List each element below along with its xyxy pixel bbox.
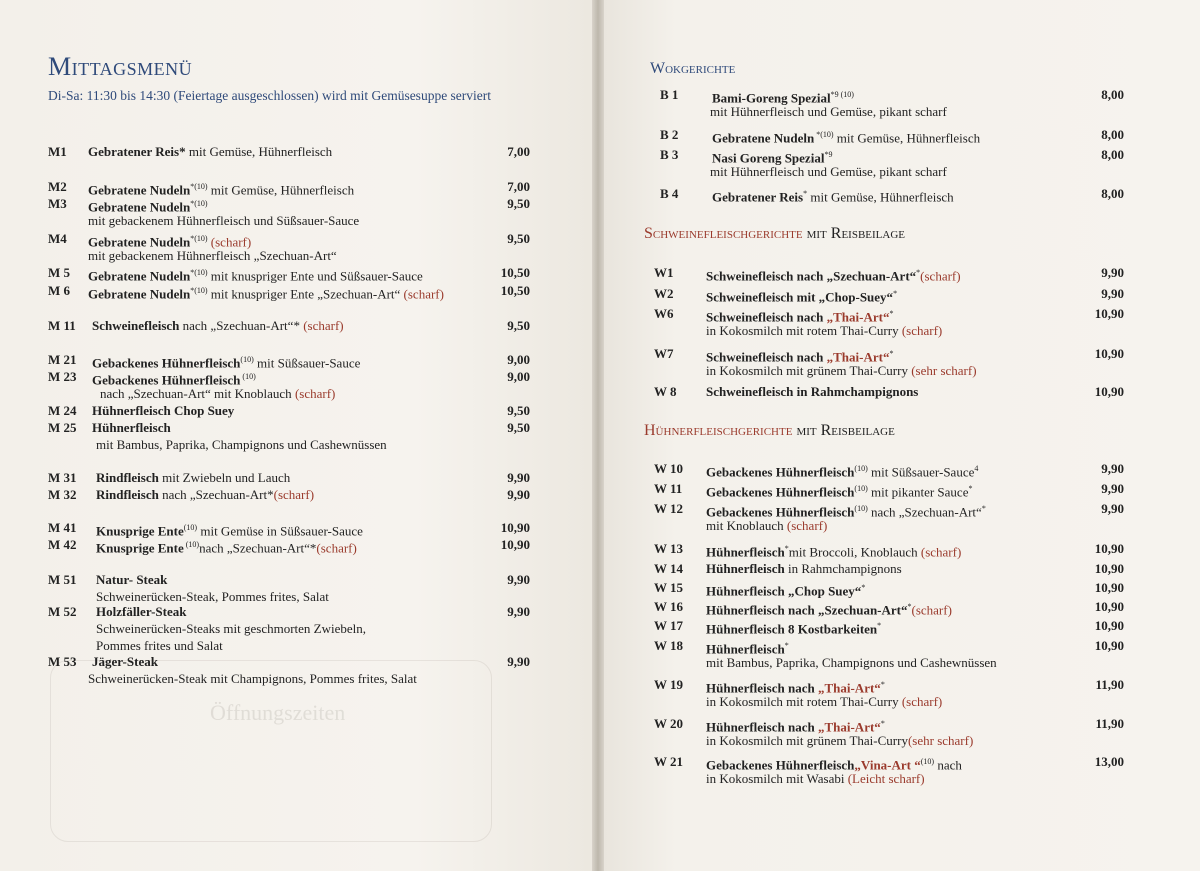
spicy-note: (scharf) (917, 544, 962, 560)
item-name-text: Rindfleisch (96, 470, 159, 485)
item-price: 13,00 (1094, 754, 1124, 769)
item-name-text: Hühnerfleisch nach (706, 719, 818, 735)
item-price: 10,90 (1094, 638, 1124, 653)
item-subline-text: mit Bambus, Paprika, Champignons und Cashewnüssen (706, 655, 997, 670)
item-price: 10,90 (500, 520, 530, 535)
allergen-note: *9 (10) (830, 90, 854, 99)
spicy-note: (Leicht scharf) (844, 771, 925, 786)
item-price: 9,00 (507, 352, 530, 367)
item-code: M 5 (48, 265, 71, 280)
allergen-note: *(10) (190, 286, 208, 295)
item-description: mit Gemüse in Süßsauer-Sauce (197, 523, 363, 539)
item-code: W7 (654, 346, 674, 361)
allergen-note: * (907, 602, 912, 611)
item-price: 10,90 (1094, 541, 1124, 556)
item-description: nach „Szechuan-Art* (158, 487, 274, 502)
item-code: W 20 (654, 716, 684, 731)
item-name (706, 384, 918, 400)
item-code: M 21 (48, 352, 77, 367)
item-price: 9,90 (507, 604, 530, 619)
item-price: 9,90 (1101, 481, 1124, 496)
item-style-text: „Thai-Art“ (826, 349, 890, 365)
allergen-note: * (861, 583, 866, 592)
item-code: M 25 (48, 420, 77, 435)
item-subline-text: mit gebackenem Hühnerfleisch und Süßsauer-Sauce (88, 213, 360, 228)
item-name-text: Gebratene Nudeln (88, 234, 191, 250)
item-subline (100, 386, 335, 402)
section-title (644, 422, 895, 440)
section-title (650, 60, 735, 78)
page-title: Mittagsmenü (48, 52, 193, 81)
item-subline (706, 694, 942, 710)
item-price: 7,00 (507, 144, 530, 159)
item-price: 10,90 (1094, 306, 1124, 321)
item-subline (706, 771, 925, 787)
spicy-note: (scharf) (400, 286, 444, 302)
item-price: 9,50 (507, 403, 530, 418)
item-name-text: Schweinefleisch nach (706, 349, 827, 365)
item-description: mit Süßsauer-Sauce (253, 355, 361, 371)
item-subline-text: in Kokosmilch mit grünem Thai-Curry (706, 733, 908, 748)
item-description: mit knuspriger Ente und Süßsauer-Sauce (207, 268, 423, 284)
item-name (712, 127, 980, 146)
item-name (96, 572, 167, 588)
item-price: 11,90 (1095, 716, 1124, 731)
item-subline (706, 655, 997, 671)
item-price: 9,90 (507, 487, 530, 502)
item-code: M4 (48, 231, 67, 246)
allergen-note: * (916, 268, 921, 277)
item-style-text: „Thai-Art“ (817, 719, 881, 735)
item-name (706, 265, 961, 284)
item-code: W 18 (654, 638, 684, 653)
item-code: M 41 (48, 520, 77, 535)
item-price: 9,90 (1101, 501, 1124, 516)
item-price: 9,90 (1101, 265, 1124, 280)
item-name (706, 481, 972, 500)
item-name (706, 461, 978, 480)
spicy-note: (scharf) (920, 268, 961, 284)
item-code: B 3 (660, 147, 679, 162)
item-price: 10,90 (1094, 561, 1124, 576)
allergen-note: * (880, 719, 885, 728)
item-price: 10,90 (500, 537, 530, 552)
item-name-text: Hühnerfleisch 8 Kostbarkeiten (706, 621, 878, 637)
item-subline-text: mit Bambus, Paprika, Champignons und Cashewnüssen (96, 437, 387, 452)
item-price: 9,90 (1101, 461, 1124, 476)
item-name-text: Nasi Goreng Spezial (712, 150, 825, 166)
item-name (712, 186, 954, 205)
item-name-text: Hühnerfleisch (706, 544, 785, 560)
item-name-text: Gebratene Nudeln (712, 130, 815, 146)
allergen-note: *(10) (190, 182, 208, 191)
item-code: M 52 (48, 604, 77, 619)
item-name-text: Gebratene Nudeln (88, 268, 191, 284)
item-price: 9,90 (507, 654, 530, 669)
watermark: Öffnungszeiten (210, 700, 346, 725)
item-code: M 31 (48, 470, 77, 485)
item-description: mit knuspriger Ente „Szechuan-Art“ (207, 286, 401, 302)
item-name-text: Hühnerfleisch (706, 641, 785, 657)
item-price: 10,50 (500, 283, 530, 298)
item-description: mit Gemüse, Hühnerfleisch (207, 182, 355, 198)
item-subline (706, 733, 973, 749)
item-code: M 42 (48, 537, 77, 552)
item-code: M 6 (48, 283, 71, 298)
item-name (92, 403, 234, 419)
spicy-note: (sehr scharf) (907, 363, 977, 378)
item-code: M2 (48, 179, 67, 194)
allergen-note: * (893, 289, 898, 298)
item-style-text: „Thai-Art“ (817, 680, 881, 696)
item-price: 9,50 (507, 318, 530, 333)
item-price: 10,90 (1094, 618, 1124, 633)
item-price: 8,00 (1101, 87, 1124, 102)
allergen-note: * (877, 621, 882, 630)
item-subline-text: in Kokosmilch mit Wasabi (706, 771, 845, 786)
item-code: W 8 (654, 384, 677, 399)
item-subline-text: in Kokosmilch mit grünem Thai-Curry (706, 363, 908, 378)
item-code: M3 (48, 196, 67, 211)
item-code: M 53 (48, 654, 77, 669)
item-subline (706, 323, 942, 339)
item-name-text: Knusprige Ente (96, 540, 184, 556)
item-price: 10,90 (1094, 384, 1124, 399)
spicy-note: (scharf) (207, 234, 252, 250)
item-name-text: Gebratener Reis (712, 189, 804, 205)
item-price: 10,50 (500, 265, 530, 280)
spicy-note: (scharf) (911, 602, 952, 618)
item-code: B 1 (660, 87, 679, 102)
item-code: W 12 (654, 501, 684, 516)
item-description: mit Zwiebeln und Lauch (158, 470, 291, 485)
left-page (0, 0, 592, 871)
spicy-note: (scharf) (898, 323, 943, 338)
spicy-note: (scharf) (783, 518, 828, 533)
item-description: nach (934, 757, 962, 773)
item-code: W 13 (654, 541, 684, 556)
item-subline-text: mit Knoblauch (706, 518, 784, 533)
section-title-text: Hühnerfleischgerichte (644, 422, 793, 439)
item-description: mit Gemüse, Hühnerfleisch (833, 130, 981, 146)
item-subline (96, 589, 329, 605)
item-code: M 11 (48, 318, 76, 333)
item-subline-text: nach „Szechuan-Art“ mit Knoblauch (100, 386, 292, 401)
item-code: W 10 (654, 461, 684, 476)
item-code: W1 (654, 265, 674, 280)
item-price: 9,50 (507, 420, 530, 435)
spicy-note: (scharf) (316, 540, 357, 556)
item-subline (710, 104, 947, 120)
item-name (706, 599, 952, 618)
item-name (88, 283, 444, 302)
item-price: 11,90 (1095, 677, 1124, 692)
allergen-note: *9 (824, 150, 833, 159)
item-price: 9,50 (507, 231, 530, 246)
item-code: W 14 (654, 561, 684, 576)
allergen-note: * (803, 189, 808, 198)
item-name-text: Gebackenes Hühnerfleisch (706, 504, 855, 520)
item-description: in Rahmchampignons (784, 561, 902, 576)
item-name-text: Schweinefleisch in Rahmchampignons (706, 384, 919, 399)
item-code: M 23 (48, 369, 77, 384)
item-code: W 21 (654, 754, 684, 769)
item-subline-text: in Kokosmilch mit rotem Thai-Curry (706, 694, 899, 709)
item-code: W 15 (654, 580, 684, 595)
item-price: 10,90 (1094, 599, 1124, 614)
right-page (604, 0, 1200, 871)
item-subline: Pommes frites und Salat (96, 638, 223, 653)
item-subline (710, 164, 947, 180)
item-subline-text: in Kokosmilch mit rotem Thai-Curry (706, 323, 899, 338)
allergen-note: *(10) (190, 234, 208, 243)
item-name (96, 470, 290, 486)
allergen-note: * (981, 504, 986, 513)
allergen-note: (10) (183, 523, 198, 532)
item-code: W 16 (654, 599, 684, 614)
item-style-text: „Thai-Art“ (826, 309, 890, 325)
item-name-text: Gebackenes Hühnerfleisch (706, 484, 855, 500)
item-name (92, 318, 344, 334)
allergen-note: (10) (854, 504, 868, 513)
allergen-note: (10) (183, 540, 200, 549)
item-name (706, 618, 881, 637)
book-gutter (592, 0, 604, 871)
item-name-text: Gebackenes Hühnerfleisch (706, 757, 855, 773)
spicy-note: (scharf) (273, 487, 315, 502)
item-code: M 32 (48, 487, 77, 502)
allergen-note: 4 (974, 464, 979, 473)
allergen-note: *(10) (190, 268, 208, 277)
item-description: mit Gemüse, Hühnerfleisch (185, 144, 333, 159)
allergen-note: (10) (854, 484, 868, 493)
item-subline-text: Schweinerücken-Steaks mit geschmorten Zwiebeln, (96, 621, 367, 636)
section-title-suffix: mit Reisbeilage (792, 422, 895, 439)
section-title-text: Wokgerichte (650, 60, 736, 77)
item-name (88, 144, 332, 160)
item-subline (706, 518, 827, 534)
item-price: 8,00 (1101, 147, 1124, 162)
allergen-note: * (889, 349, 894, 358)
allergen-note: (10) (920, 757, 935, 766)
item-name-text: Hühnerfleisch (706, 561, 785, 576)
item-name-text: Gebratener Reis* (88, 144, 186, 159)
item-description: mit Süßsauer-Sauce (867, 464, 975, 480)
item-price: 8,00 (1101, 127, 1124, 142)
allergen-note: * (968, 484, 973, 493)
item-name-text: Schweinefleisch nach „Szechuan-Art“ (706, 268, 917, 284)
item-subline-text: Schweinerücken-Steak mit Champignons, Pommes frites, Salat (88, 671, 417, 686)
item-name-text: Natur- Steak (96, 572, 168, 587)
item-style-text: „Vina-Art “ (854, 757, 921, 773)
item-name-text: Hühnerfleisch nach (706, 680, 818, 696)
item-name-text: Bami-Goreng Spezial (712, 90, 831, 106)
item-name-text: Schweinefleisch mit „Chop-Suey“ (706, 289, 894, 305)
allergen-note: *(10) (814, 130, 834, 139)
item-code: M 51 (48, 572, 77, 587)
item-name (96, 537, 357, 556)
item-name-text: Hühnerfleisch Chop Suey (92, 403, 235, 418)
item-code: W 11 (654, 481, 683, 496)
item-name (88, 265, 423, 284)
item-subline (96, 437, 387, 453)
allergen-note: (10) (854, 464, 868, 473)
item-name (92, 654, 158, 670)
spicy-note: (scharf) (898, 694, 943, 709)
item-name-text: Hühnerfleisch „Chop Suey“ (706, 583, 862, 599)
allergen-note: * (784, 544, 789, 553)
item-name-text: Schweinefleisch (92, 318, 180, 333)
item-subline (96, 621, 366, 637)
allergen-note: (10) (240, 355, 254, 364)
spicy-note: (scharf) (299, 318, 344, 333)
item-code: B 2 (660, 127, 679, 142)
item-name (96, 604, 187, 620)
item-name-text: Rindfleisch (96, 487, 159, 502)
item-code: W2 (654, 286, 674, 301)
item-name-text: Gebackenes Hühnerfleisch (706, 464, 855, 480)
item-subline-text: mit Hühnerfleisch und Gemüse, pikant scharf (710, 164, 947, 179)
section-title (644, 225, 905, 243)
item-name-text: Gebratene Nudeln (88, 199, 191, 215)
page-subtitle: Di-Sa: 11:30 bis 14:30 (Feiertage ausgeschlossen) wird mit Gemüsesuppe serviert (48, 88, 492, 103)
item-price: 9,90 (507, 470, 530, 485)
item-subline-text: mit gebackenem Hühnerfleisch „Szechuan-Art“ (88, 248, 337, 263)
item-name-text: Schweinefleisch nach (706, 309, 827, 325)
item-description: mit Broccoli, Knoblauch (788, 544, 918, 560)
item-name-text: Gebratene Nudeln (88, 182, 191, 198)
item-code: M 24 (48, 403, 77, 418)
allergen-note: * (889, 309, 894, 318)
item-subline (706, 363, 977, 379)
item-code: B 4 (660, 186, 679, 201)
item-price: 9,90 (1101, 286, 1124, 301)
item-description: nach „Szechuan-Art“* (199, 540, 317, 556)
item-description: mit Gemüse, Hühnerfleisch (807, 189, 954, 205)
item-price: 8,00 (1101, 186, 1124, 201)
item-price: 10,90 (1094, 580, 1124, 595)
item-name-text: Hühnerfleisch (92, 420, 171, 435)
item-subline-text: mit Hühnerfleisch und Gemüse, pikant scharf (710, 104, 947, 119)
item-name-text: Jäger-Steak (92, 654, 158, 669)
section-title-text: Schweinefleischgerichte (644, 225, 803, 242)
item-code: W6 (654, 306, 674, 321)
item-name (706, 286, 897, 305)
item-name-text: Gebratene Nudeln (88, 286, 191, 302)
item-description: mit pikanter Sauce (867, 484, 969, 500)
item-code: W 17 (654, 618, 684, 633)
item-description: nach „Szechuan-Art“ (867, 504, 982, 520)
allergen-note: (10) (240, 372, 256, 381)
item-name-text: Knusprige Ente (96, 523, 184, 539)
item-name (706, 561, 902, 577)
spicy-note: (scharf) (291, 386, 336, 401)
item-subline (88, 213, 359, 229)
item-code: W 19 (654, 677, 684, 692)
item-price: 9,50 (507, 196, 530, 211)
item-name-text: Gebackenes Hühnerfleisch (92, 372, 241, 388)
allergen-note: *(10) (190, 199, 208, 208)
item-name-text: Gebackenes Hühnerfleisch (92, 355, 241, 371)
item-price: 7,00 (507, 179, 530, 194)
item-name-text: Hühnerfleisch nach „Szechuan-Art“ (706, 602, 908, 618)
allergen-note: * (784, 641, 789, 650)
item-subline-text: Schweinerücken-Steak, Pommes frites, Salat (96, 589, 329, 604)
item-name-text: Holzfäller-Steak (96, 604, 187, 619)
watermark-box (50, 660, 492, 842)
item-price: 9,90 (507, 572, 530, 587)
item-code: M1 (48, 144, 67, 159)
item-subline (88, 671, 417, 687)
item-name (96, 487, 314, 503)
item-name (706, 580, 865, 599)
item-name (92, 420, 171, 436)
section-title-suffix: mit Reisbeilage (802, 225, 905, 242)
spicy-note: (sehr scharf) (907, 733, 974, 748)
item-description: nach „Szechuan-Art“* (179, 318, 300, 333)
item-name (706, 541, 961, 560)
item-price: 10,90 (1094, 346, 1124, 361)
item-price: 9,00 (507, 369, 530, 384)
item-subline (88, 248, 337, 264)
allergen-note: * (880, 680, 885, 689)
